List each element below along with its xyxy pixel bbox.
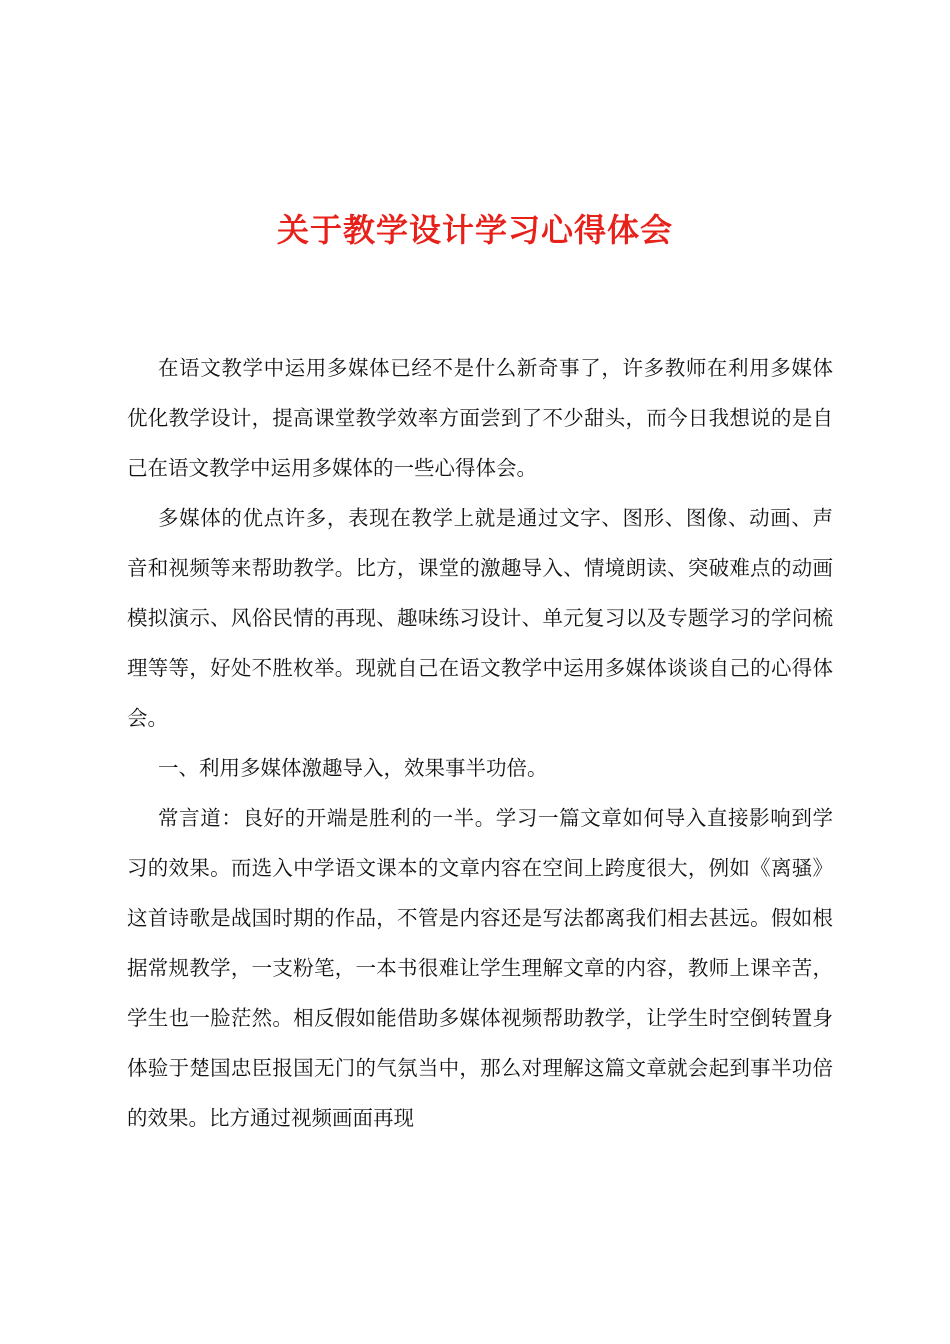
section-heading-1: 一、利用多媒体激趣导入，效果事半功倍。	[158, 756, 548, 780]
document-title: 关于教学设计学习心得体会	[276, 211, 673, 249]
paragraph-advantages: 多媒体的优点许多，表现在教学上就是通过文字、图形、图像、动画、声音和视频等来帮助教学。比方，课堂的激趣导入、情境朗读、突破难点的动画模拟演示、风俗民情的再现、趣味练习设计、单元复习以及专题学习的学问梳理等等，好处不胜枚举。现就自己在语文教学中运用多媒体谈谈自己的心得体会。	[127, 506, 833, 730]
paragraph-intro: 在语文教学中运用多媒体已经不是什么新奇事了，许多教师在利用多媒体优化教学设计，提高课堂教学效率方面尝到了不少甜头，而今日我想说的是自己在语文教学中运用多媒体的一些心得体会。	[127, 356, 833, 480]
document-body	[127, 343, 833, 1143]
paragraph-section-1: 常言道：良好的开端是胜利的一半。学习一篇文章如何导入直接影响到学习的效果。而选入中学语文课本的文章内容在空间上跨度很大，例如《离骚》这首诗歌是战国时期的作品，不管是内容还是写法都离我们相去甚远。假如根据常规教学，一支粉笔，一本书很难让学生理解文章的内容，教师上课辛苦，学生也一脸茫然。相反假如能借助多媒体视频帮助教学，让学生时空倒转置身体验于楚国忠臣报国无门的气氛当中，那么对理解这篇文章就会起到事半功倍的效果。比方通过视频画面再现	[127, 806, 833, 1130]
